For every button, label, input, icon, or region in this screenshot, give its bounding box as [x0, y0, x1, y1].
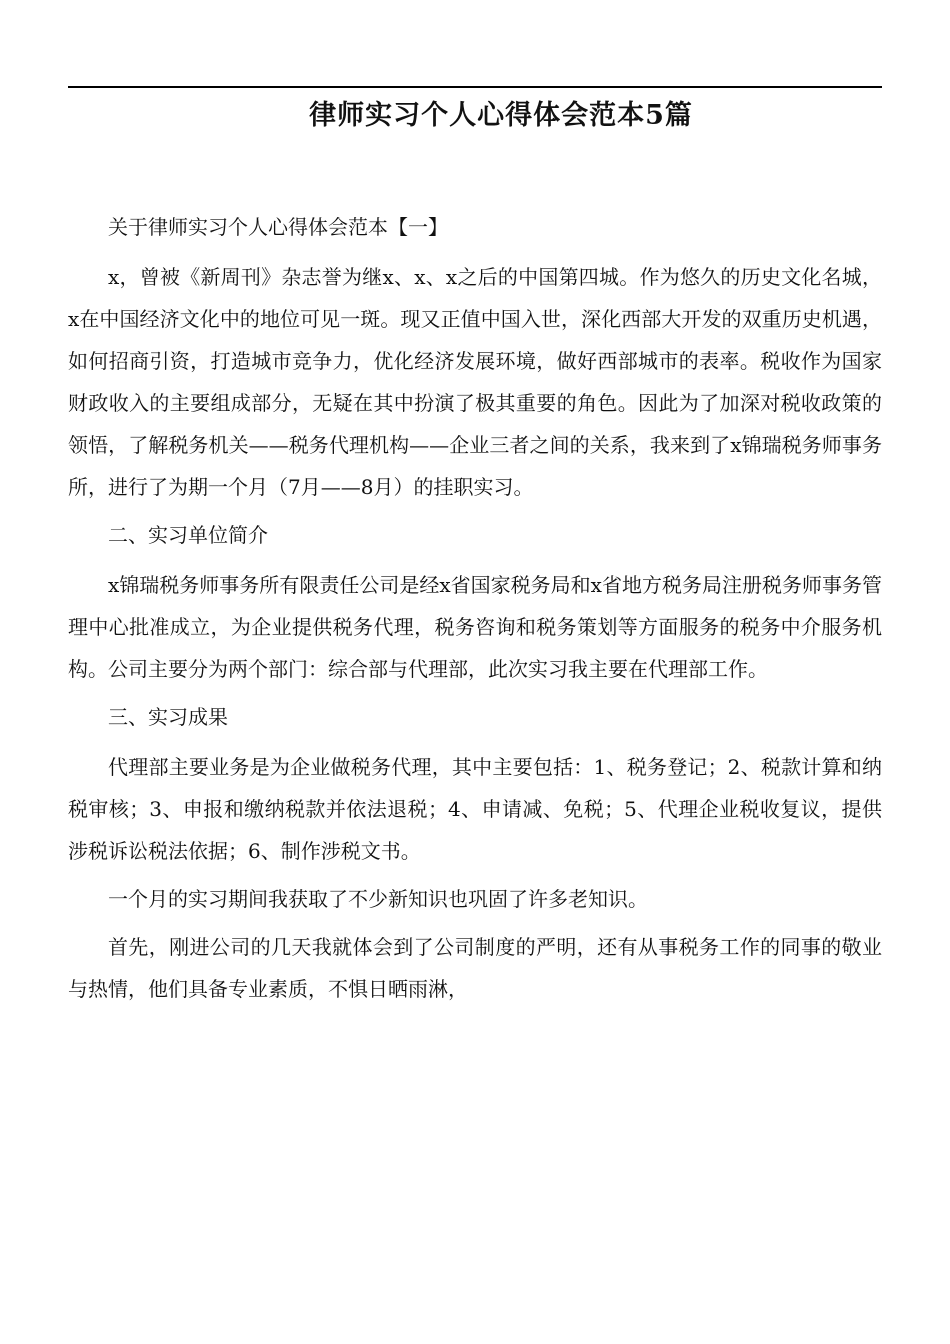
- paragraph-intro: x，曾被《新周刊》杂志誉为继x、x、x之后的中国第四城。作为悠久的历史文化名城，x在中国经济文化中的地位可见一斑。现又正值中国入世，深化西部大开发的双重历史机遇，如何招商引资，打造城市竞争力，优化经济发展环境，做好西部城市的表率。税收作为国家财政收入的主要组成部分，无疑在其中扮演了极其重要的角色。因此为了加深对税收政策的领悟，了解税务机关——税务代理机构——企业三者之间的关系，我来到了x锦瑞税务师事务所，进行了为期一个月（7月——8月）的挂职实习。: [68, 265, 882, 499]
- paragraph-business-scope: 代理部主要业务是为企业做税务代理，其中主要包括：1、税务登记；2、税款计算和纳税审核；3、申报和缴纳税款并依法退税；4、申请减、免税；5、代理企业税收复议，提供涉税诉讼税法依据；6、制作涉税文书。: [68, 755, 882, 863]
- paragraph-knowledge: 一个月的实习期间我获取了不少新知识也巩固了许多老知识。: [108, 887, 648, 911]
- paragraph-first-impression: 首先，刚进公司的几天我就体会到了公司制度的严明，还有从事税务工作的同事的敬业与热情，他们具备专业素质，不惧日晒雨淋，: [68, 935, 882, 1001]
- section-heading-1: 关于律师实习个人心得体会范本【一】: [108, 215, 448, 239]
- header-rule: [68, 86, 882, 88]
- document-body: [68, 206, 882, 1016]
- paragraph-company-profile: x锦瑞税务师事务所有限责任公司是经x省国家税务局和x省地方税务局注册税务师事务管理中心批准成立，为企业提供税务代理，税务咨询和税务策划等方面服务的税务中介服务机构。公司主要分为两个部门：综合部与代理部，此次实习我主要在代理部工作。: [68, 573, 882, 681]
- section-heading-2: 二、实习单位简介: [108, 523, 268, 547]
- document-title: 律师实习个人心得体会范本5篇: [309, 100, 693, 131]
- section-heading-3: 三、实习成果: [108, 705, 228, 729]
